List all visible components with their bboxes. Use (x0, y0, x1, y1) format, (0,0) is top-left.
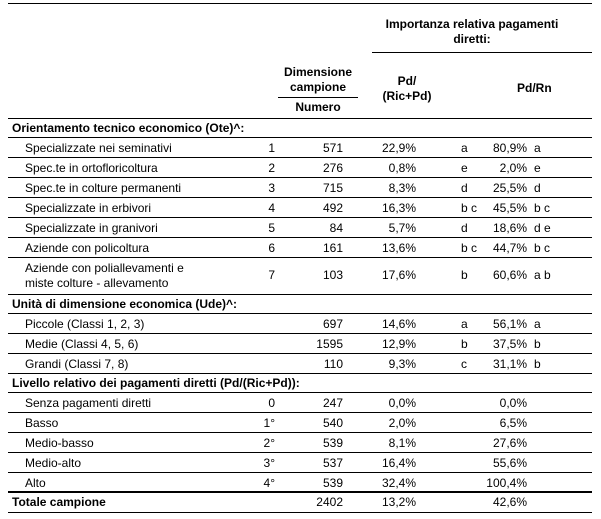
row-count: 276 (322, 161, 343, 175)
row-label: Specializzate in granivori (25, 221, 158, 235)
row-count: 1595 (316, 337, 343, 351)
row-pd-rn: 6,5% (499, 416, 527, 430)
table-row (0, 413, 601, 433)
table-row (0, 138, 601, 158)
row-pd-ric: 2,0% (388, 416, 416, 430)
row-pd-ric: 22,9% (381, 141, 416, 155)
row-pd-rn-group: b (534, 357, 541, 371)
row-count: 537 (322, 456, 343, 470)
row-pd-rn: 31,1% (492, 357, 527, 371)
row-code: 0 (268, 396, 275, 410)
table-row (0, 334, 601, 354)
row-pd-rn: 2,0% (499, 161, 527, 175)
row-pd-ric-group: a (461, 141, 468, 155)
row-code: 4 (268, 201, 275, 215)
row-pd-rn-group: a (534, 317, 541, 331)
header-group-rule (372, 52, 592, 53)
row-label: Grandi (Classi 7, 8) (25, 357, 129, 371)
row-pd-ric: 13,6% (381, 241, 416, 255)
row-label: Alto (25, 476, 46, 490)
row-rule (8, 294, 592, 295)
row-pd-ric: 32,4% (381, 476, 416, 490)
row-code: 2 (268, 161, 275, 175)
section-title-ude: Unità di dimensione economica (Ude)^: (12, 297, 238, 311)
row-pd-ric: 16,3% (381, 201, 416, 215)
row-code: 1° (263, 416, 275, 430)
table-row (0, 238, 601, 258)
row-pd-rn: 0,0% (499, 396, 527, 410)
total-row (0, 492, 601, 512)
row-pd-rn-group: a (534, 141, 541, 155)
row-label: Medie (Classi 4, 5, 6) (25, 337, 139, 351)
row-pd-rn-group: e (534, 161, 541, 175)
row-pd-rn-group: b c (534, 201, 551, 215)
row-code: 7 (268, 268, 275, 282)
row-count: 110 (323, 357, 343, 371)
row-label: Medio-basso (25, 436, 94, 450)
row-code: 4° (263, 476, 275, 490)
table-row (0, 314, 601, 334)
row-pd-ric-group: d (461, 221, 468, 235)
total-pd-ric: 13,2% (381, 495, 416, 509)
header-group-title: Importanza relativa pagamenti diretti: (385, 17, 559, 46)
header-bottom-rule (8, 118, 592, 119)
row-pd-ric-group: b (461, 268, 468, 282)
row-pd-rn: 80,9% (492, 141, 527, 155)
header-dimension-rule (278, 97, 358, 98)
row-count: 247 (322, 396, 343, 410)
row-pd-rn: 60,6% (492, 268, 527, 282)
row-label: Specializzate nei seminativi (25, 141, 172, 155)
row-pd-rn-group: d e (534, 221, 551, 235)
section-title-ote: Orientamento tecnico economico (Ote)^: (12, 121, 245, 135)
row-count: 540 (322, 416, 343, 430)
row-pd-rn-group: a b (534, 268, 551, 282)
row-pd-ric-group: a (461, 317, 468, 331)
row-code: 2° (263, 436, 275, 450)
section-title-pd-level: Livello relativo dei pagamenti diretti (Pd/(Ric+Pd)): (12, 376, 300, 390)
row-pd-rn: 37,5% (492, 337, 527, 351)
row-label: Spec.te in colture permanenti (25, 181, 182, 195)
row-count: 539 (322, 436, 343, 450)
table-row (0, 158, 601, 178)
row-pd-rn: 44,7% (492, 241, 527, 255)
row-pd-rn: 25,5% (492, 181, 527, 195)
row-count: 715 (322, 181, 343, 195)
total-count: 2402 (316, 495, 343, 509)
row-pd-rn-group: b (534, 337, 541, 351)
row-pd-ric: 17,6% (381, 268, 416, 282)
row-pd-ric-group: e (461, 161, 468, 175)
header-pd-rn: Pd/Rn (517, 81, 552, 95)
row-pd-rn-group: b c (534, 241, 551, 255)
row-code: 6 (268, 241, 275, 255)
row-label: Aziende con policoltura (25, 241, 150, 255)
row-pd-ric: 14,6% (381, 317, 416, 331)
row-code: 5 (268, 221, 275, 235)
table-row (0, 393, 601, 413)
row-pd-ric-group: b (461, 337, 468, 351)
row-rule (8, 373, 592, 374)
row-pd-ric: 12,9% (381, 337, 416, 351)
row-pd-ric-group: d (461, 181, 468, 195)
row-label: Medio-alto (25, 456, 82, 470)
row-pd-rn-group: d (534, 181, 541, 195)
row-count: 571 (322, 141, 343, 155)
row-pd-ric: 16,4% (381, 456, 416, 470)
row-pd-ric-group: c (461, 357, 467, 371)
row-pd-ric: 8,3% (388, 181, 416, 195)
row-pd-ric-group: b c (461, 201, 478, 215)
row-count: 697 (322, 317, 343, 331)
row-count: 539 (322, 476, 343, 490)
row-count: 492 (322, 201, 343, 215)
table-row (0, 218, 601, 238)
row-pd-ric: 8,1% (388, 436, 416, 450)
row-label: Aziende con poliallevamenti e (25, 261, 184, 275)
table-row (0, 178, 601, 198)
row-pd-ric: 0,0% (388, 396, 416, 410)
header-pd-ric: Pd/ (Ric+Pd) (382, 74, 432, 103)
table-row (0, 433, 601, 453)
row-label: Spec.te in ortofloricoltura (25, 161, 158, 175)
header-numero: Numero (295, 100, 341, 114)
row-count: 103 (322, 268, 343, 282)
row-pd-ric: 9,3% (388, 357, 416, 371)
row-code: 3° (263, 456, 275, 470)
table-row (0, 198, 601, 218)
table-row (0, 473, 601, 493)
row-pd-rn: 56,1% (492, 317, 527, 331)
table-top-rule (8, 3, 592, 4)
row-label: Basso (25, 416, 59, 430)
row-code: 1 (268, 141, 275, 155)
row-label-continued: miste colture - allevamento (25, 276, 169, 290)
row-pd-rn: 27,6% (492, 436, 527, 450)
row-label: Specializzate in erbivori (25, 201, 152, 215)
row-count: 84 (329, 221, 343, 235)
row-code: 3 (268, 181, 275, 195)
total-label: Totale campione (12, 495, 106, 509)
row-pd-rn: 18,6% (492, 221, 527, 235)
row-pd-rn: 100,4% (486, 476, 527, 490)
table-row (0, 453, 601, 473)
total-pd-rn: 42,6% (492, 495, 527, 509)
table-row (0, 354, 601, 374)
row-pd-rn: 45,5% (492, 201, 527, 215)
row-pd-ric: 5,7% (388, 221, 416, 235)
row-label: Piccole (Classi 1, 2, 3) (25, 317, 145, 331)
header-dimension: Dimensione campione (283, 65, 352, 94)
row-label: Senza pagamenti diretti (25, 396, 152, 410)
row-pd-ric: 0,8% (388, 161, 416, 175)
table-bottom-rule (8, 512, 592, 513)
row-pd-rn: 55,6% (492, 456, 527, 470)
row-count: 161 (322, 241, 343, 255)
table-row (0, 258, 601, 294)
row-pd-ric-group: b c (461, 241, 478, 255)
